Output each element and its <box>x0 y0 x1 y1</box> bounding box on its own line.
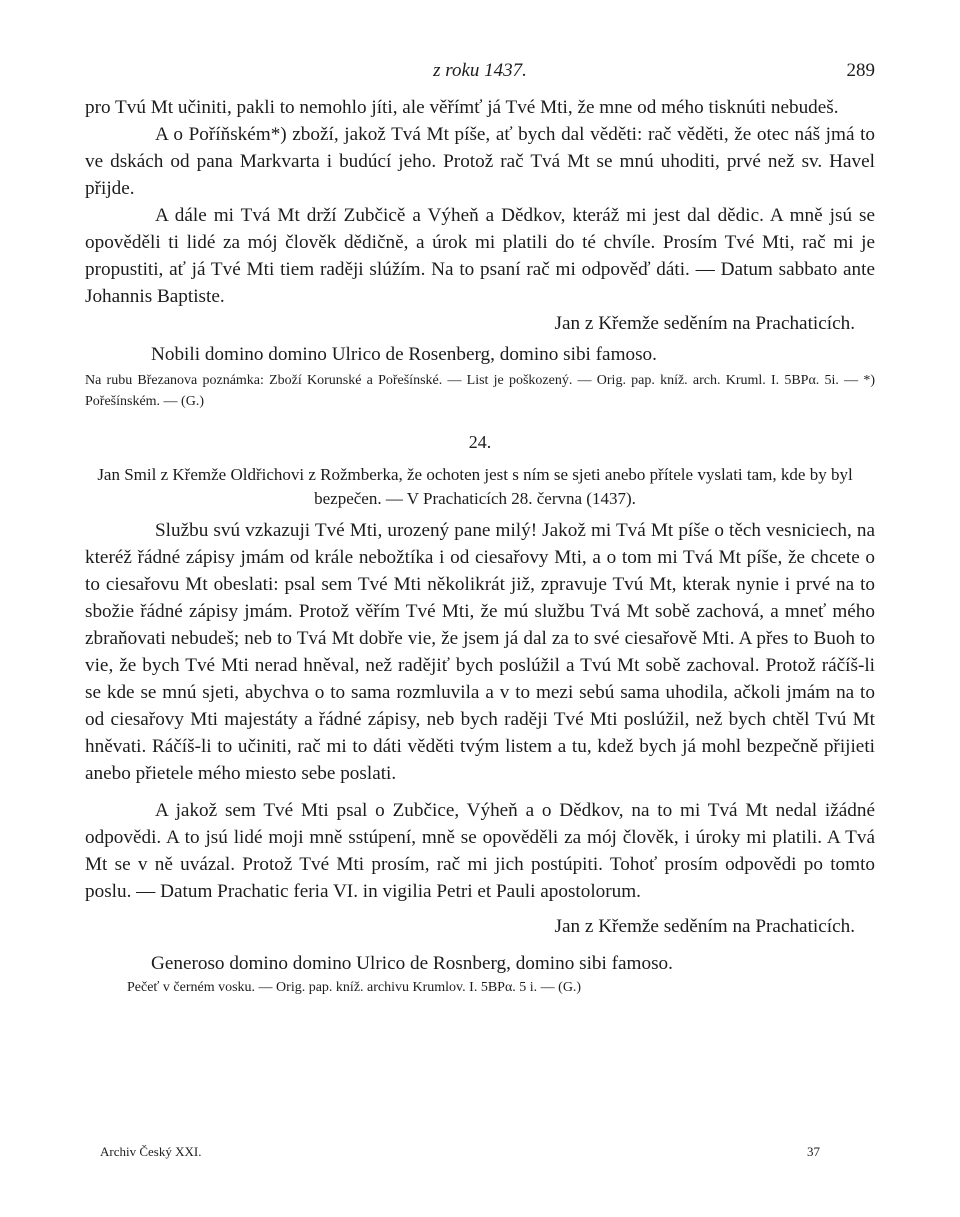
document-page <box>85 60 875 998</box>
letter-1-paragraph-1: pro Tvú Mt učiniti, pakli to nemohlo jíti, ale věřímť já Tvé Mti, že mne od mého tisknúti nebudeš. <box>85 97 839 118</box>
document-number: 24. <box>468 432 492 452</box>
running-title: z roku 1437. <box>433 60 527 81</box>
letter-1-paragraph-3: A dále mi Tvá Mt drží Zubčicě a Výheň a Dědkov, kteráž mi jest dal dědic. A mně jsú se opověděli ti lidé za mój člověk dědičně, a úrok mi platili do té chvíle. Prosím Tvé Mti, rač mi je propustiti, ať já Tvé Mti tiem raději slúžím. Na to psaní rač mi odpověď dáti. — Datum sabbato ante Johannis Baptiste. <box>85 205 875 307</box>
page-header <box>85 60 875 94</box>
letter-1 <box>85 94 875 412</box>
letter-2-address: Generoso domino domino Ulrico de Rosnberg, domino sibi famoso. <box>151 953 673 974</box>
letter-1-signature: Jan z Křemže seděním na Prachaticích. <box>554 313 855 334</box>
footer-signature-mark: 37 <box>807 1144 820 1159</box>
page-number: 289 <box>846 60 875 81</box>
letter-1-address: Nobili domino domino Ulrico de Rosenberg, domino sibi famoso. <box>151 344 657 365</box>
letter-1-note: Na rubu Březanova poznámka: Zboží Korunské a Pořešínské. — List je poškozený. — Orig. pap. kníž. arch. Kruml. I. 5BPα. 5i. — *) Pořešínském. — (G.) <box>85 373 875 409</box>
letter-2 <box>85 463 875 998</box>
letter-1-paragraph-2: A o Poříňském*) zboží, jakož Tvá Mt píše, ať bych dal věděti: rač věděti, že otec náš jmá to ve dskách od pana Markvarta i budúcí jeho. Protož rač Tvá Mt se mnú uhoditi, prvé než sv. Havel přijde. <box>85 124 875 199</box>
letter-2-signature: Jan z Křemže seděním na Prachaticích. <box>554 916 855 937</box>
letter-2-paragraph-1: Službu svú vzkazuji Tvé Mti, urozený pane milý! Jakož mi Tvá Mt píše o těch vesniciech, na kteréž řádné zápisy jmám od krále nebožtíka i od ciesařovy Mti, a o tom mi Tvá Mt píše, že chcete o to ciesařovu Mt obeslati: psal sem Tvé Mti několikrát již, zpravuje Tvú Mt, kterak nynie i prvé na to sbožie řádné zápisy jmám. Protož věřím Tvé Mti, že mú službu Tvá Mt sobě zachová, a mneť mého zbraňovati nebudeš; neb to Tvá Mt dobře vie, že jsem já dal za to své ciesařově Mti. A přes to Buoh to vie, že bych Tvé Mti nerad hněval, než radějiť bych poslúžil a Tvú Mt sobě zachoval. Protož ráčíš-li se kde se mnú sjeti, abychva o to sama rozmluvila a v to mezi sebú sama uhodila, ačkoli jmám na to od ciesařovy Mti majestáty a řádné zápisy, neb bych raději Tvé Mti poslúžil, než bych chtěl Tvú Mt hněvati. Ráčíš-li to učiniti, rač mi to dáti věděti tvým listem a tu, kdež bych já mohl bezpečně přijieti anebo přietele mého miesto sebe poslati. <box>85 520 875 784</box>
letter-2-regest: Jan Smil z Křemže Oldřichovi z Rožmberka, že ochoten jest s ním se sjeti anebo přítele vyslati tam, kde by byl bezpečen. — V Prachaticích 28. června (1437). <box>97 465 853 508</box>
footer-volume: Archiv Český XXI. <box>100 1144 202 1159</box>
letter-2-paragraph-2: A jakož sem Tvé Mti psal o Zubčice, Výheň a o Dědkov, na to mi Tvá Mt nedal ižádné odpovědi. A to jsú lidé moji mně sstúpení, mně se opověděli za mój člověk, i úroky mi platili. A Tvá Mt se v ně uvázal. Protož Tvé Mti prosím, rač mi jich postúpiti. Tohoť prosím odpovědi po tomto poslu. — Datum Prachatic feria VI. in vigilia Petri et Pauli apostolorum. <box>85 800 875 902</box>
letter-2-note: Pečeť v černém vosku. — Orig. pap. kníž. archivu Krumlov. I. 5BPα. 5 i. — (G.) <box>127 980 582 995</box>
